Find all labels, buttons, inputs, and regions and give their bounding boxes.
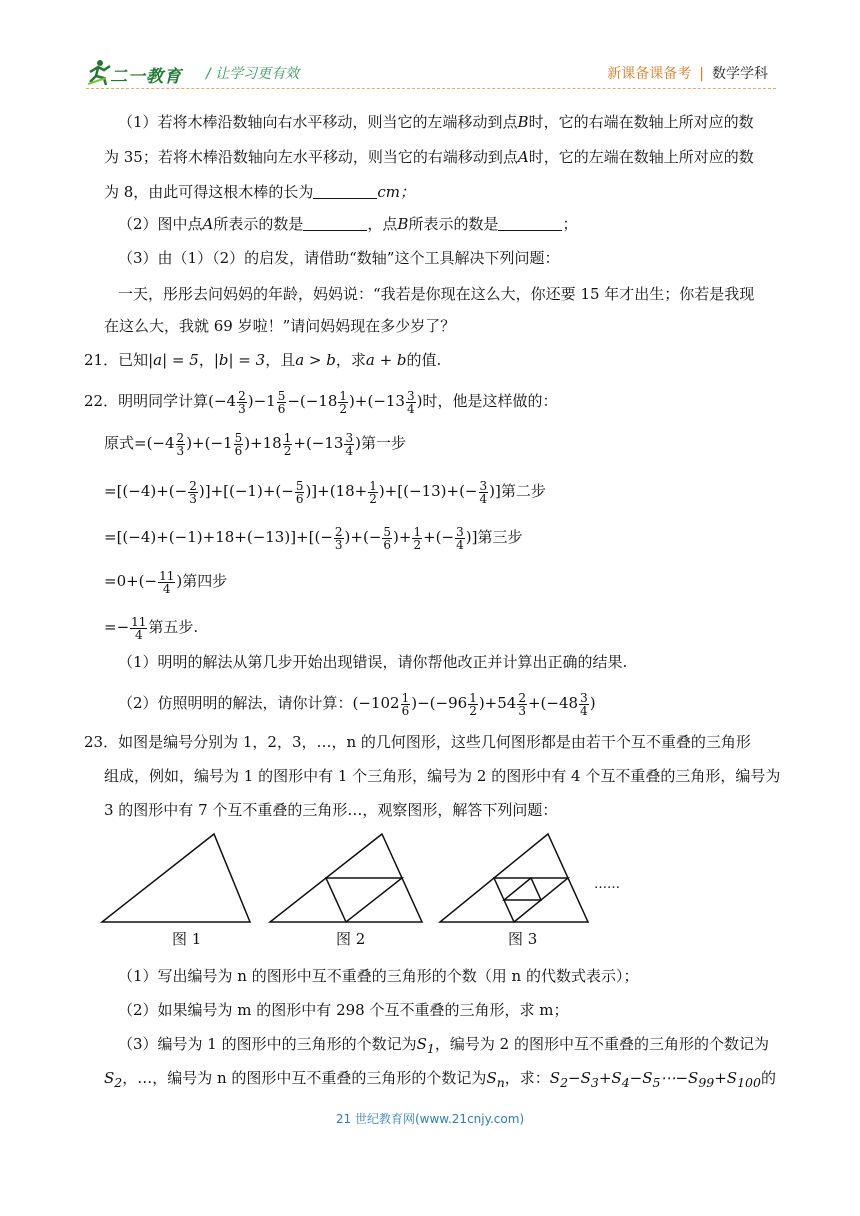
q22-expression: (−4 $\frac{2}{3}$ )−1 $\frac{5}{6}$ −(−18 $\frac{1}{2}$ )+(−13 $\frac{3}{4}$ ) <box>208 388 423 416</box>
figures-ellipsis: …… <box>594 877 620 892</box>
q23-sub1: （1）写出编号为 n 的图形中互不重叠的三角形的个数（用 n 的代数式表示）； <box>118 967 639 985</box>
q22-step2 <box>104 476 774 506</box>
q23-line1 <box>84 732 774 752</box>
answer-blank[interactable] <box>313 184 377 199</box>
q23-line2: 组成，例如，编号为 1 的图形中有 1 个三角形，编号为 2 的图形中有 4 个互不重叠的三角形，编号为 <box>104 767 781 785</box>
q20-var: A <box>202 215 214 233</box>
q21-text: ， <box>198 351 214 369</box>
q20-sub1-line2 <box>104 147 774 167</box>
step-label: 第三步 <box>477 528 523 546</box>
answer-blank[interactable] <box>303 216 367 231</box>
q21-text: 已知 <box>118 351 149 369</box>
q20-text: 所表示的数是 <box>213 215 304 233</box>
q23-math: $S_2$ <box>104 1069 123 1090</box>
q21-math: |b| = 3 <box>213 351 266 369</box>
q23-text: ，…，编号为 n 的图形中互不重叠的三角形的个数记为 <box>122 1069 487 1087</box>
q20-story-line1: 一天，彤彤去问妈妈的年龄，妈妈说：“我若是你现在这么大，你还要 15 年才出生；你若是我现 <box>118 285 755 303</box>
figure-3-label: 图 3 <box>508 930 538 948</box>
figure-3-triangles <box>440 834 588 922</box>
header-slogan: / 让学习更有效 <box>206 66 300 82</box>
q21-text <box>84 350 774 370</box>
figure-2-label: 图 2 <box>336 930 366 948</box>
q23-text: 的 <box>760 1069 776 1087</box>
q23-text: 如图是编号分别为 1，2，3，…，n 的几何图形，这些几何图形都是由若干个互不重叠的三角形 <box>118 733 751 751</box>
q20-story-line2: 在这么大，我就 69 岁啦！”请问妈妈现在多少岁了？ <box>104 317 456 335</box>
q21-text: ，求 <box>335 351 366 369</box>
q23-sub3-line2 <box>104 1068 774 1093</box>
triangle-figures <box>98 828 658 952</box>
q20-sub1-line3 <box>104 182 774 202</box>
q22-text: 时，他是这样做的： <box>422 392 558 410</box>
q22-sub1: （1）明明的解法从第几步开始出现错误，请你帮他改正并计算出正确的结果. <box>118 653 628 671</box>
q22-math: =0+(− $\frac{11}{4}$ ) <box>104 568 183 596</box>
q21-math: a + b <box>365 351 407 369</box>
q22-step1 <box>104 428 774 458</box>
q23-sub2: （2）如果编号为 m 的图形中有 298 个互不重叠的三角形，求 m； <box>118 1001 569 1019</box>
question-number: 22． <box>84 392 119 410</box>
q23-text: ，求： <box>504 1069 550 1087</box>
figure-1-triangle <box>102 834 250 922</box>
q23-line3: 3 的图形中有 7 个互不重叠的三角形…，观察图形，解答下列问题： <box>104 801 558 819</box>
q20-text: （1）若将木棒沿数轴向右水平移动，则当它的左端移动到点 <box>118 113 518 131</box>
q22-step4 <box>104 566 774 596</box>
q20-sub3: （3）由（1）（2）的启发，请借助“数轴”这个工具解决下列问题： <box>118 249 560 267</box>
q22-math: =[(−4)+(−1)+18+(−13)]+[(− $\frac{2}{3}$ )+(− $\frac{5}{6}$ )+ $\frac{1}{2}$ +(− $\frac{3}{4}$ )] <box>104 524 478 552</box>
answer-blank[interactable] <box>498 216 562 231</box>
step-label: 第五步. <box>148 618 199 636</box>
question-number: 21． <box>84 351 119 369</box>
header-right <box>607 63 768 83</box>
q22-step5 <box>104 612 774 642</box>
q20-text: 时，它的左端在数轴上所对应的数 <box>528 148 754 166</box>
q20-sub1-line1 <box>118 112 774 132</box>
q23-sub3-line1 <box>118 1034 774 1059</box>
figure-1-label: 图 1 <box>172 930 202 948</box>
header-subject: 数学学科 <box>712 66 768 82</box>
q23-text: （3）编号为 1 的图形中的三角形的个数记为 <box>118 1035 417 1053</box>
q21-math: a > b <box>295 351 336 369</box>
q20-text: 为 8，由此可得这根木棒的长为 <box>104 183 314 201</box>
q20-text: 所表示的数是 <box>408 215 499 233</box>
q23-math: $S_1$ <box>416 1035 435 1056</box>
q20-sub2 <box>118 214 774 234</box>
q20-text: 为 35；若将木棒沿数轴向左水平移动，则当它的右端移动到点 <box>104 148 518 166</box>
q22-text: 明明同学计算 <box>118 392 209 410</box>
page-header <box>0 0 860 100</box>
q22-text: 原式= <box>104 434 147 452</box>
logo-text: 二一教育 <box>110 67 182 87</box>
q20-var: B <box>397 215 409 233</box>
q22-intro <box>84 386 774 416</box>
q22-step3 <box>104 522 774 552</box>
figure-2-triangles <box>270 834 422 922</box>
q20-var: A <box>517 148 529 166</box>
q22-math: (−4 $\frac{2}{3}$ )+(−1 $\frac{5}{6}$ )+18 $\frac{1}{2}$ +(−13 $\frac{3}{4}$ ) <box>146 430 361 458</box>
q20-text: （2）图中点 <box>118 215 203 233</box>
q21-text: 的值. <box>406 351 442 369</box>
q22-math: =[(−4)+(− $\frac{2}{3}$ )]+[(−1)+(− $\frac{5}{6}$ )]+(18+ $\frac{1}{2}$ )+[(−13)+(− $\frac{3}{4}$ )] <box>104 478 501 506</box>
q20-unit: cm； <box>377 183 415 201</box>
q22-sub2 <box>118 688 774 718</box>
q21-text: ，且 <box>265 351 296 369</box>
page-footer[interactable]: 21 世纪教育网(www.21cnjy.com) <box>335 1112 525 1126</box>
q20-text: ，点 <box>367 215 398 233</box>
q20-text: ； <box>562 215 578 233</box>
question-number: 23． <box>84 733 119 751</box>
q20-var: B <box>517 113 529 131</box>
q23-text: ，编号为 2 的图形中互不重叠的三角形的个数记为 <box>434 1035 769 1053</box>
header-right-label: 新课备课备考 <box>607 66 692 82</box>
q20-text: 时，它的右端在数轴上所对应的数 <box>528 113 754 131</box>
q23-math: $S_n$ <box>486 1069 505 1090</box>
step-label: 第二步 <box>500 482 546 500</box>
q22-math: =− $\frac{11}{4}$ <box>104 614 147 642</box>
header-divider <box>86 88 776 89</box>
header-separator: | <box>699 66 704 82</box>
step-label: 第一步 <box>360 434 406 452</box>
q22-text: （2）仿照明明的解法，请你计算： <box>118 694 353 712</box>
q22-math: (−102 $\frac{1}{6}$ )−(−96 $\frac{1}{2}$ )+54 $\frac{2}{3}$ +(−48 $\frac{3}{4}$ ) <box>352 690 596 718</box>
q21-math: |a| = 5 <box>148 351 199 369</box>
step-label: 第四步 <box>182 572 228 590</box>
q23-math: $S_2-S_3+S_4-S_5\cdots-S_{99}+S_{100}$ <box>549 1069 761 1090</box>
